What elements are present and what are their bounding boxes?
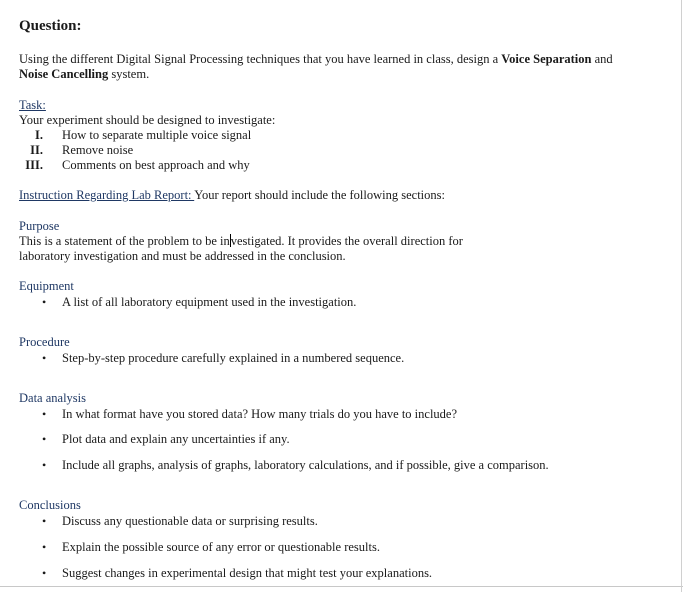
bullet-icon: •: [42, 351, 47, 365]
purpose-line-2: laboratory investigation and must be addressed in the conclusion.: [19, 249, 346, 263]
purpose-line-1: [19, 234, 463, 249]
conclusions-heading: Conclusions: [19, 498, 81, 512]
list-item-text: Include all graphs, analysis of graphs, laboratory calculations, and if possible, give a comparison.: [62, 458, 549, 472]
task-numeral: III.: [25, 158, 43, 172]
bullet-icon: •: [42, 432, 47, 446]
intro-text-1: Using the different Digital Signal Processing techniques that you have learned in class, design a: [19, 52, 502, 66]
list-item-text: Step-by-step procedure carefully explained in a numbered sequence.: [62, 351, 405, 365]
intro-text-2: and: [591, 52, 613, 66]
task-lead: Your experiment should be designed to investigate:: [19, 113, 276, 127]
instruction-text: Your report should include the following sections:: [194, 188, 445, 202]
equipment-heading: Equipment: [19, 279, 74, 293]
intro-bold-noise-cancelling: Noise Cancelling: [19, 67, 109, 81]
page-right-border: [681, 0, 682, 592]
bullet-icon: •: [42, 295, 47, 309]
bullet-icon: •: [42, 514, 47, 528]
bullet-icon: •: [42, 458, 47, 472]
list-item-text: Plot data and explain any uncertainties if any.: [62, 432, 290, 446]
task-item-text: Remove noise: [62, 143, 134, 157]
list-item-text: In what format have you stored data? How many trials do you have to include?: [62, 407, 458, 421]
task-item-text: How to separate multiple voice signal: [62, 128, 252, 142]
list-item-text: A list of all laboratory equipment used in the investigation.: [62, 295, 357, 309]
purpose-text-b: vestigated. It provides the overall direction for: [230, 234, 463, 248]
procedure-heading: Procedure: [19, 335, 70, 349]
task-numeral: II.: [30, 143, 43, 157]
instruction-line: [19, 188, 445, 203]
intro-line-1: [19, 52, 613, 67]
bullet-icon: •: [42, 407, 47, 421]
intro-text-3: system.: [108, 67, 150, 81]
list-item-text: Suggest changes in experimental design that might test your explanations.: [62, 566, 433, 580]
purpose-heading: Purpose: [19, 219, 60, 233]
list-item-text: Discuss any questionable data or surprising results.: [62, 514, 318, 528]
page-bottom-border: [0, 586, 683, 587]
purpose-text-a: This is a statement of the problem to be in: [19, 234, 230, 248]
data-analysis-heading: Data analysis: [19, 391, 86, 405]
bullet-icon: •: [42, 566, 47, 580]
task-heading: Task:: [19, 98, 46, 112]
bullet-icon: •: [42, 540, 47, 554]
task-numeral: I.: [35, 128, 43, 142]
instruction-link[interactable]: Instruction Regarding Lab Report:: [19, 188, 195, 202]
intro-bold-voice-separation: Voice Separation: [501, 52, 592, 66]
task-item-text: Comments on best approach and why: [62, 158, 250, 172]
question-heading: Question:: [19, 18, 82, 34]
list-item-text: Explain the possible source of any error or questionable results.: [62, 540, 380, 554]
intro-line-2: [19, 67, 149, 82]
